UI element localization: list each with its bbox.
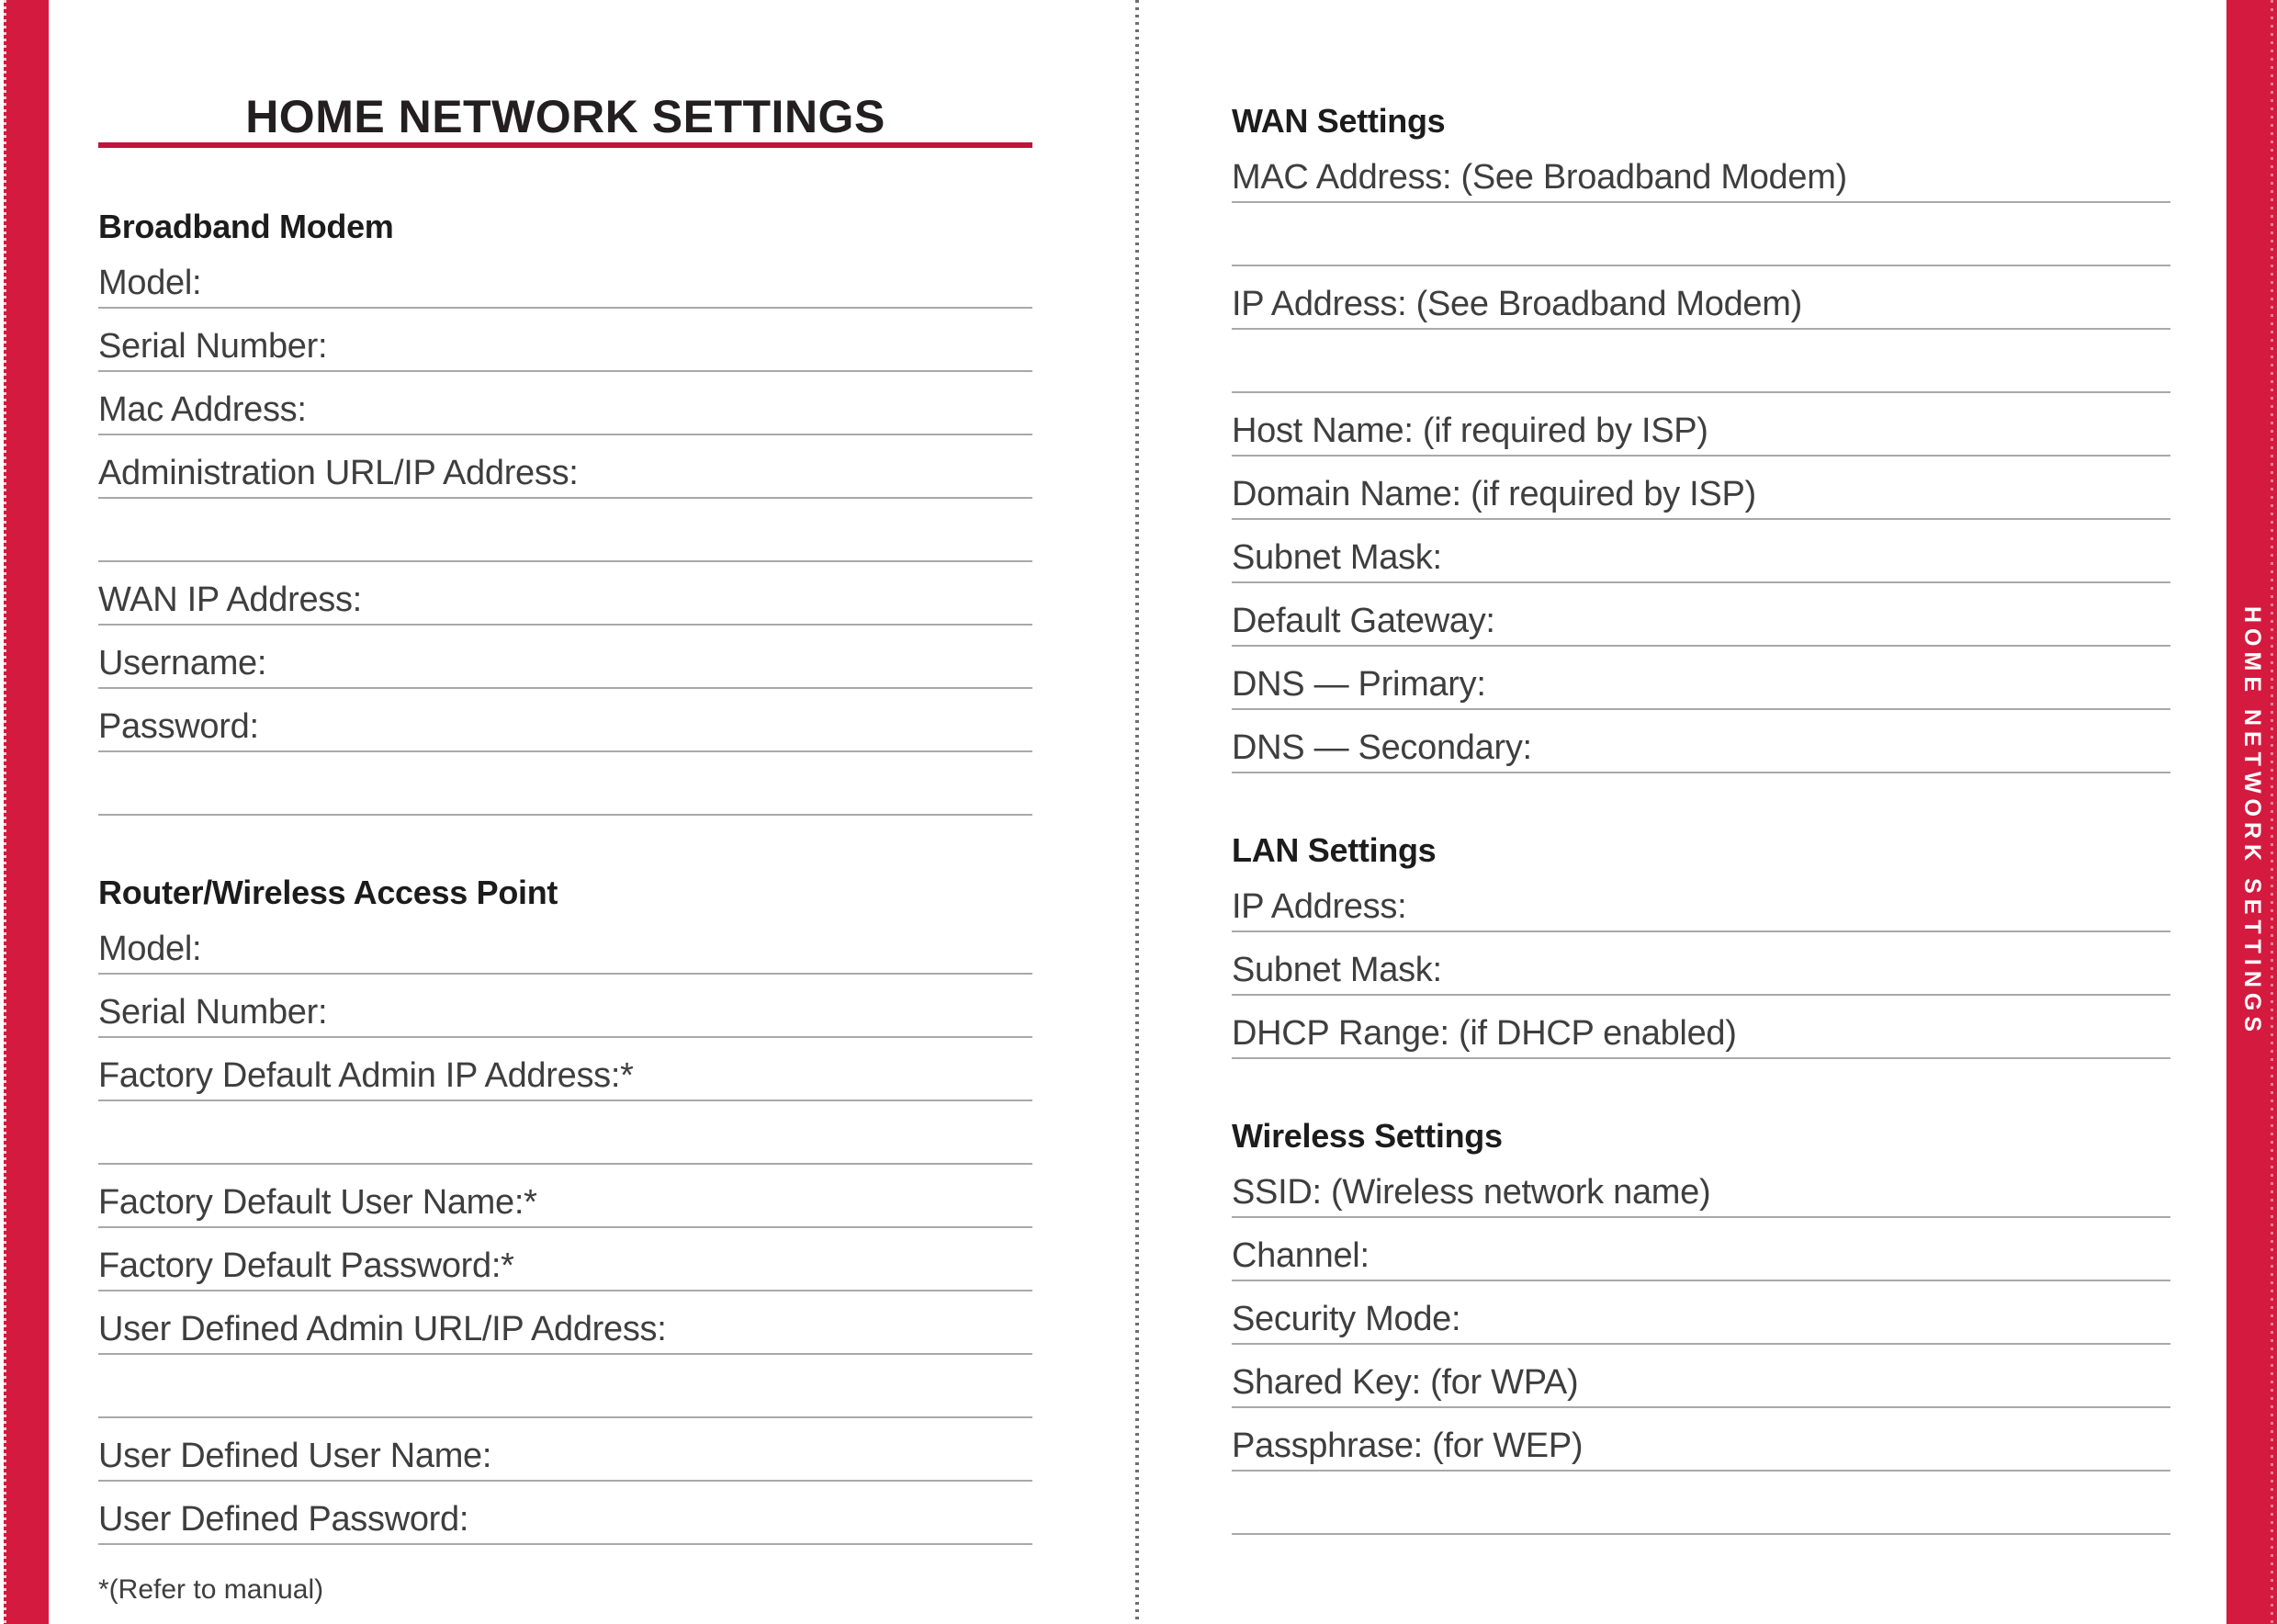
right-sections-container (1232, 103, 2170, 1535)
form-field-row (98, 1291, 1032, 1355)
field-label: Mac Address: (98, 390, 307, 429)
column-divider-dotted-line (1135, 0, 1139, 1624)
form-field-row (1232, 1408, 2170, 1472)
field-label: IP Address: (1232, 887, 1407, 926)
section-heading: Router/Wireless Access Point (98, 874, 558, 911)
field-label: IP Address: (See Broadband Modem) (1232, 285, 1802, 323)
form-field-row (98, 1228, 1032, 1291)
form-field-row (1232, 996, 2170, 1059)
field-label: Factory Default Password:* (98, 1246, 514, 1285)
field-label: User Defined Password: (98, 1500, 469, 1539)
field-label: Model: (98, 930, 202, 968)
blank-write-in-row (1232, 203, 2170, 266)
form-field-row (1232, 1281, 2170, 1345)
field-label: DHCP Range: (if DHCP enabled) (1232, 1014, 1737, 1053)
fields-group (1232, 140, 2170, 773)
field-label: User Defined Admin URL/IP Address: (98, 1310, 667, 1348)
field-label: Factory Default User Name:* (98, 1183, 537, 1222)
fields-group (1232, 1155, 2170, 1535)
form-field-row (1232, 520, 2170, 583)
form-field-row (98, 435, 1032, 499)
field-label: MAC Address: (See Broadband Modem) (1232, 158, 1847, 197)
field-label: Password: (98, 707, 259, 746)
form-field-row (98, 562, 1032, 626)
form-field-row (1232, 869, 2170, 932)
form-field-row (98, 1038, 1032, 1101)
form-field-row (1232, 583, 2170, 647)
settings-section (1232, 1118, 2170, 1535)
form-field-row (1232, 393, 2170, 457)
settings-section (1232, 832, 2170, 1059)
form-field-row (1232, 647, 2170, 710)
form-field-row (1232, 266, 2170, 330)
form-field-row (1232, 140, 2170, 203)
field-label: Default Gateway: (1232, 602, 1495, 640)
field-label: Channel: (1232, 1236, 1370, 1275)
footnote: *(Refer to manual) (98, 1574, 324, 1605)
field-label: Host Name: (if required by ISP) (1232, 412, 1708, 450)
field-label: Administration URL/IP Address: (98, 454, 579, 492)
form-field-row (98, 1418, 1032, 1482)
form-field-row (98, 309, 1032, 372)
field-label: Factory Default Admin IP Address:* (98, 1056, 634, 1095)
form-field-row (1232, 1218, 2170, 1281)
field-label: Username: (98, 644, 267, 682)
fields-group (98, 245, 1032, 816)
side-tab-label: HOME NETWORK SETTINGS (2239, 606, 2265, 1038)
field-write-in-line (1232, 772, 2170, 773)
field-label: Passphrase: (for WEP) (1232, 1427, 1584, 1465)
settings-section (1232, 103, 2170, 773)
field-label: User Defined User Name: (98, 1437, 492, 1475)
field-label: Subnet Mask: (1232, 951, 1442, 989)
form-field-row (98, 1482, 1032, 1545)
form-field-row (98, 245, 1032, 309)
form-field-row (1232, 457, 2170, 520)
blank-write-in-row (98, 499, 1032, 562)
left-red-edge-bar (4, 0, 49, 1624)
field-label: Domain Name: (if required by ISP) (1232, 475, 1756, 513)
blank-write-in-row (98, 752, 1032, 816)
side-tab (2226, 0, 2277, 1624)
form-field-row (1232, 710, 2170, 773)
form-field-row (98, 1165, 1032, 1228)
field-write-in-line (1232, 1533, 2170, 1535)
form-field-row (98, 372, 1032, 435)
left-sections-container (98, 209, 1032, 1545)
form-field-row (98, 689, 1032, 752)
field-label: Model: (98, 264, 202, 302)
field-label: Subnet Mask: (1232, 538, 1442, 577)
blank-write-in-row (98, 1101, 1032, 1165)
field-label: SSID: (Wireless network name) (1232, 1173, 1711, 1212)
fields-group (1232, 869, 2170, 1059)
blank-write-in-row (1232, 1472, 2170, 1535)
field-label: DNS — Secondary: (1232, 728, 1532, 767)
page-title: HOME NETWORK SETTINGS (245, 91, 885, 142)
right-column (1232, 103, 2170, 1535)
settings-section (98, 209, 1032, 816)
section-heading: Broadband Modem (98, 208, 394, 245)
field-label: WAN IP Address: (98, 581, 362, 619)
blank-write-in-row (98, 1355, 1032, 1418)
left-column (98, 0, 1032, 1606)
form-field-row (1232, 1345, 2170, 1408)
field-write-in-line (1232, 1057, 2170, 1059)
section-heading: WAN Settings (1232, 102, 1446, 140)
settings-section (98, 874, 1032, 1545)
field-label: Shared Key: (for WPA) (1232, 1363, 1579, 1402)
form-field-row (1232, 1155, 2170, 1218)
section-heading: Wireless Settings (1232, 1117, 1503, 1155)
field-label: Serial Number: (98, 327, 328, 366)
fields-group (98, 911, 1032, 1545)
title-rule (98, 142, 1032, 148)
field-label: DNS — Primary: (1232, 665, 1486, 704)
section-heading: LAN Settings (1232, 831, 1437, 869)
form-field-row (98, 975, 1032, 1038)
blank-write-in-row (1232, 330, 2170, 393)
field-write-in-line (98, 1543, 1032, 1545)
field-write-in-line (98, 814, 1032, 816)
field-label: Security Mode: (1232, 1300, 1461, 1338)
form-field-row (98, 626, 1032, 689)
form-field-row (1232, 932, 2170, 996)
form-field-row (98, 911, 1032, 975)
field-label: Serial Number: (98, 993, 328, 1032)
